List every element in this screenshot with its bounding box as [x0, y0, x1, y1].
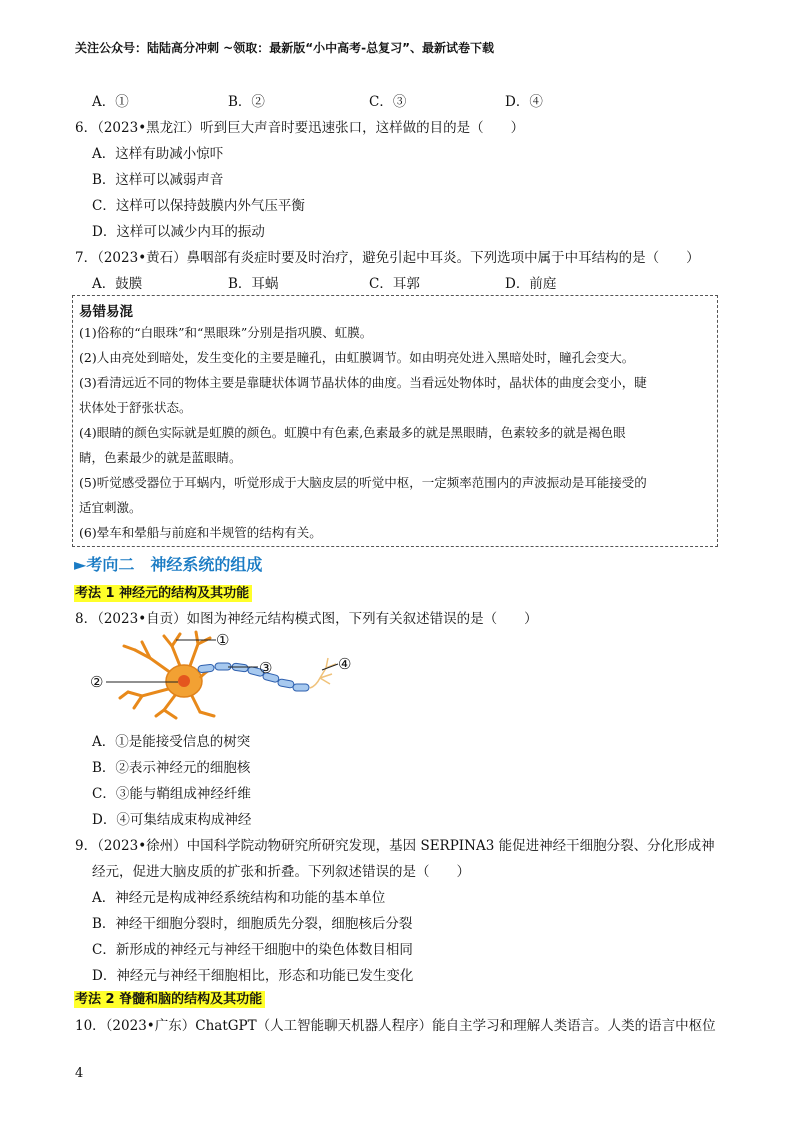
q6-stem: 6．（2023•黑龙江）听到巨大声音时要迅速张口，这样做的目的是（ ） [75, 120, 525, 136]
tips-line: 状体处于舒张状态。 [79, 400, 192, 415]
q8-stem: 8．（2023•自贡）如图为神经元结构模式图，下列有关叙述错误的是（ ） [75, 611, 538, 627]
page-header: 关注公众号：陆陆高分冲刺 ~领取：最新版“小中高考-总复习”、最新试卷下载 [75, 41, 494, 55]
tips-line: 睛，色素最少的就是蓝眼睛。 [79, 450, 242, 465]
q7-option-a: A．鼓膜 [92, 276, 143, 292]
kaofa1-label: 考法 1 神经元的结构及其功能 [74, 585, 252, 602]
q6-option-b: B．这样可以减弱声音 [92, 172, 224, 188]
q8-option-c: C．③能与鞘组成神经纤维 [92, 786, 251, 802]
tips-title: 易错易混 [79, 304, 133, 320]
q6-option-d: D．这样可以减少内耳的振动 [92, 224, 265, 240]
q8-option-b: B．②表示神经元的细胞核 [92, 760, 251, 776]
q8-option-d: D．④可集结成束构成神经 [92, 812, 252, 828]
axon-terminals [310, 658, 336, 688]
figure-label-3: ③ [259, 659, 273, 677]
q5-option-a: A．① [92, 94, 129, 110]
tips-line: (2)人由亮处到暗处，发生变化的主要是瞳孔，由虹膜调节。如由明亮处进入黑暗处时，瞳孔会变大。 [79, 350, 635, 365]
kaofa2-label: 考法 2 脊髓和脑的结构及其功能 [74, 991, 265, 1008]
section-title: 考向二 神经系统的组成 [86, 555, 263, 574]
tips-line: (6)晕车和晕船与前庭和半规管的结构有关。 [79, 525, 322, 540]
q6-option-a: A．这样有助减小惊吓 [92, 146, 224, 162]
figure-label-1: ① [216, 631, 230, 649]
kaofa2-heading [74, 988, 265, 1007]
q5-option-d: D．④ [505, 94, 543, 110]
tips-line: (3)看清远近不同的物体主要是靠睫状体调节晶状体的曲度。当看远处物体时，晶状体的曲度会变小，睫 [79, 375, 647, 390]
section-heading [74, 552, 262, 575]
q7-option-d: D．前庭 [505, 276, 557, 292]
tips-line: (5)听觉感受器位于耳蜗内，听觉形成于大脑皮层的听觉中枢，一定频率范围内的声波振动是耳能接受的 [79, 475, 647, 490]
nucleus [178, 675, 190, 687]
tips-line: 适宜刺激。 [79, 500, 142, 515]
q7-option-c: C．耳郭 [369, 276, 420, 292]
q9-stem-line2: 经元，促进大脑皮质的扩张和折叠。下列叙述错误的是（ ） [92, 864, 470, 880]
q9-option-b: B．神经干细胞分裂时，细胞质先分裂，细胞核后分裂 [92, 916, 413, 932]
q5-option-c: C．③ [369, 94, 407, 110]
section-marker: ► [74, 555, 87, 574]
kaofa1-heading [74, 582, 252, 601]
figure-label-2: ② [90, 673, 104, 691]
q9-option-c: C．新形成的神经元与神经干细胞中的染色体数目相同 [92, 942, 413, 958]
tips-box [72, 295, 718, 547]
q7-stem: 7．（2023•黄石）鼻咽部有炎症时要及时治疗，避免引起中耳炎。下列选项中属于中耳结构的是（ ） [75, 250, 700, 266]
q9-stem-line1: 9．（2023•徐州）中国科学院动物研究所研究发现，基因 SERPINA3 能促进神经干细胞分裂、分化形成神 [75, 838, 715, 854]
q10-stem: 10．（2023•广东）ChatGPT（人工智能聊天机器人程序）能自主学习和理解人类语言。人类的语言中枢位 [75, 1018, 716, 1034]
q7-option-b: B．耳蜗 [228, 276, 279, 292]
tips-line: (4)眼睛的颜色实际就是虹膜的颜色。虹膜中有色素,色素最多的就是黑眼睛，色素较多的就是褐色眼 [79, 425, 626, 440]
tips-line: (1)俗称的“白眼珠”和“黑眼珠”分别是指巩膜、虹膜。 [79, 325, 373, 340]
q5-option-b: B．② [228, 94, 265, 110]
q8-option-a: A．①是能接受信息的树突 [92, 734, 251, 750]
q9-option-d: D．神经元与神经干细胞相比，形态和功能已发生变化 [92, 968, 414, 984]
q6-option-c: C．这样可以保持鼓膜内外气压平衡 [92, 198, 305, 214]
figure-label-4: ④ [338, 655, 352, 673]
page-number: 4 [75, 1066, 84, 1081]
q9-option-a: A．神经元是构成神经系统结构和功能的基本单位 [92, 890, 386, 906]
